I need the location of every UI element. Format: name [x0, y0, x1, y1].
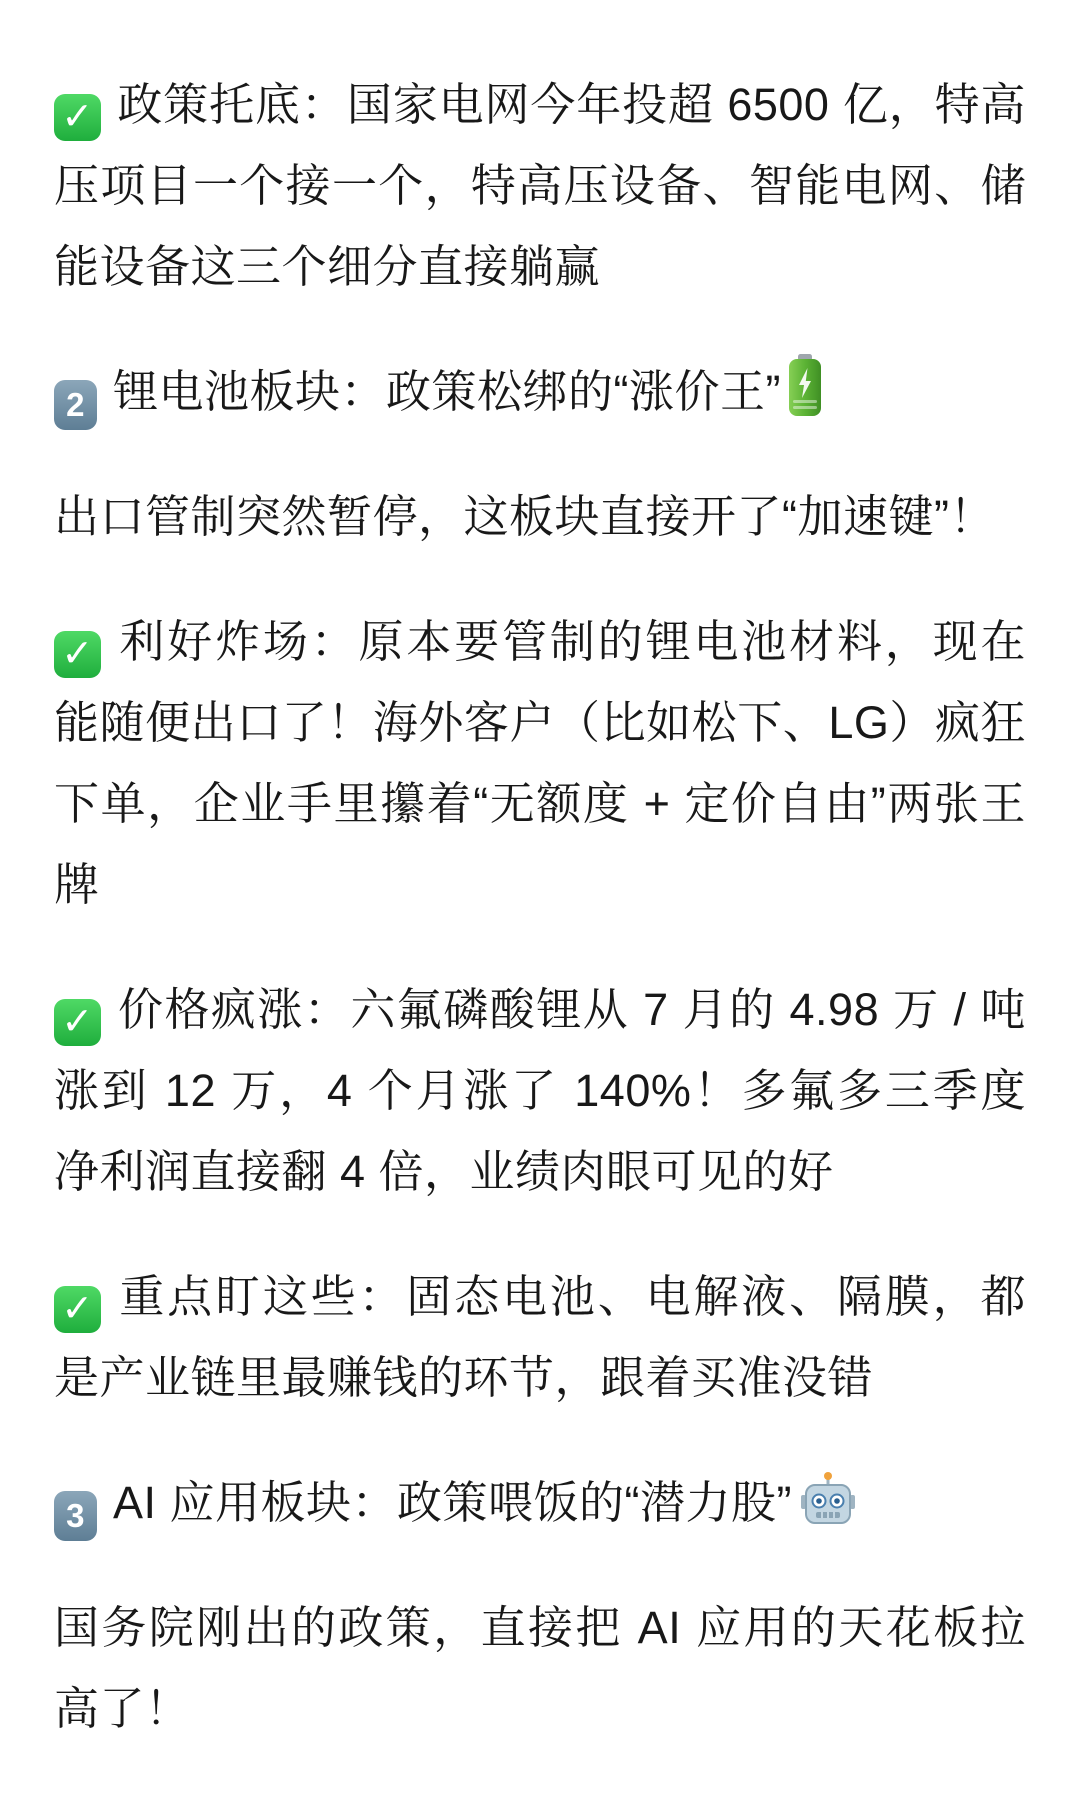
keycap-2-icon: 2	[54, 380, 97, 430]
paragraph-text: AI 应用板块：政策喂饭的“潜力股”	[113, 1477, 792, 1528]
paragraph-text: 出口管制突然暂停，这板块直接开了“加速键”！	[54, 491, 995, 542]
paragraph-text: 重点盯这些：固态电池、电解液、隔膜，都是产业链里最赚钱的环节，跟着买准没错	[54, 1271, 1026, 1403]
check-icon: ✓	[54, 631, 101, 678]
paragraph	[54, 64, 1026, 307]
check-icon: ✓	[54, 1286, 101, 1333]
check-icon: ✓	[54, 94, 101, 141]
paragraph-text: 锂电池板块：政策松绑的“涨价王”	[113, 366, 781, 417]
paragraph	[54, 1256, 1026, 1418]
check-icon: ✓	[54, 999, 101, 1046]
paragraph	[54, 1462, 1026, 1543]
paragraph-text: 国务院刚出的政策，直接把 AI 应用的天花板拉高了！	[54, 1602, 1026, 1734]
robot-icon	[800, 1471, 856, 1527]
paragraph	[54, 1587, 1026, 1749]
paragraph	[54, 476, 1026, 557]
paragraph-text: 利好炸场：原本要管制的锂电池材料，现在能随便出口了！海外客户（比如松下、LG）疯狂下单，企业手里攥着“无额度 + 定价自由”两张王牌	[54, 616, 1026, 910]
paragraph-text: 价格疯涨：六氟磷酸锂从 7 月的 4.98 万 / 吨涨到 12 万，4 个月涨了 140%！多氟多三季度净利润直接翻 4 倍，业绩肉眼可见的好	[54, 984, 1026, 1197]
paragraph	[54, 351, 1026, 432]
paragraph	[54, 969, 1026, 1212]
keycap-3-icon: 3	[54, 1491, 97, 1541]
paragraph	[54, 601, 1026, 925]
battery-icon	[789, 354, 821, 416]
paragraph-text: 政策托底：国家电网今年投超 6500 亿，特高压项目一个接一个，特高压设备、智能电网、储能设备这三个细分直接躺赢	[54, 79, 1026, 292]
